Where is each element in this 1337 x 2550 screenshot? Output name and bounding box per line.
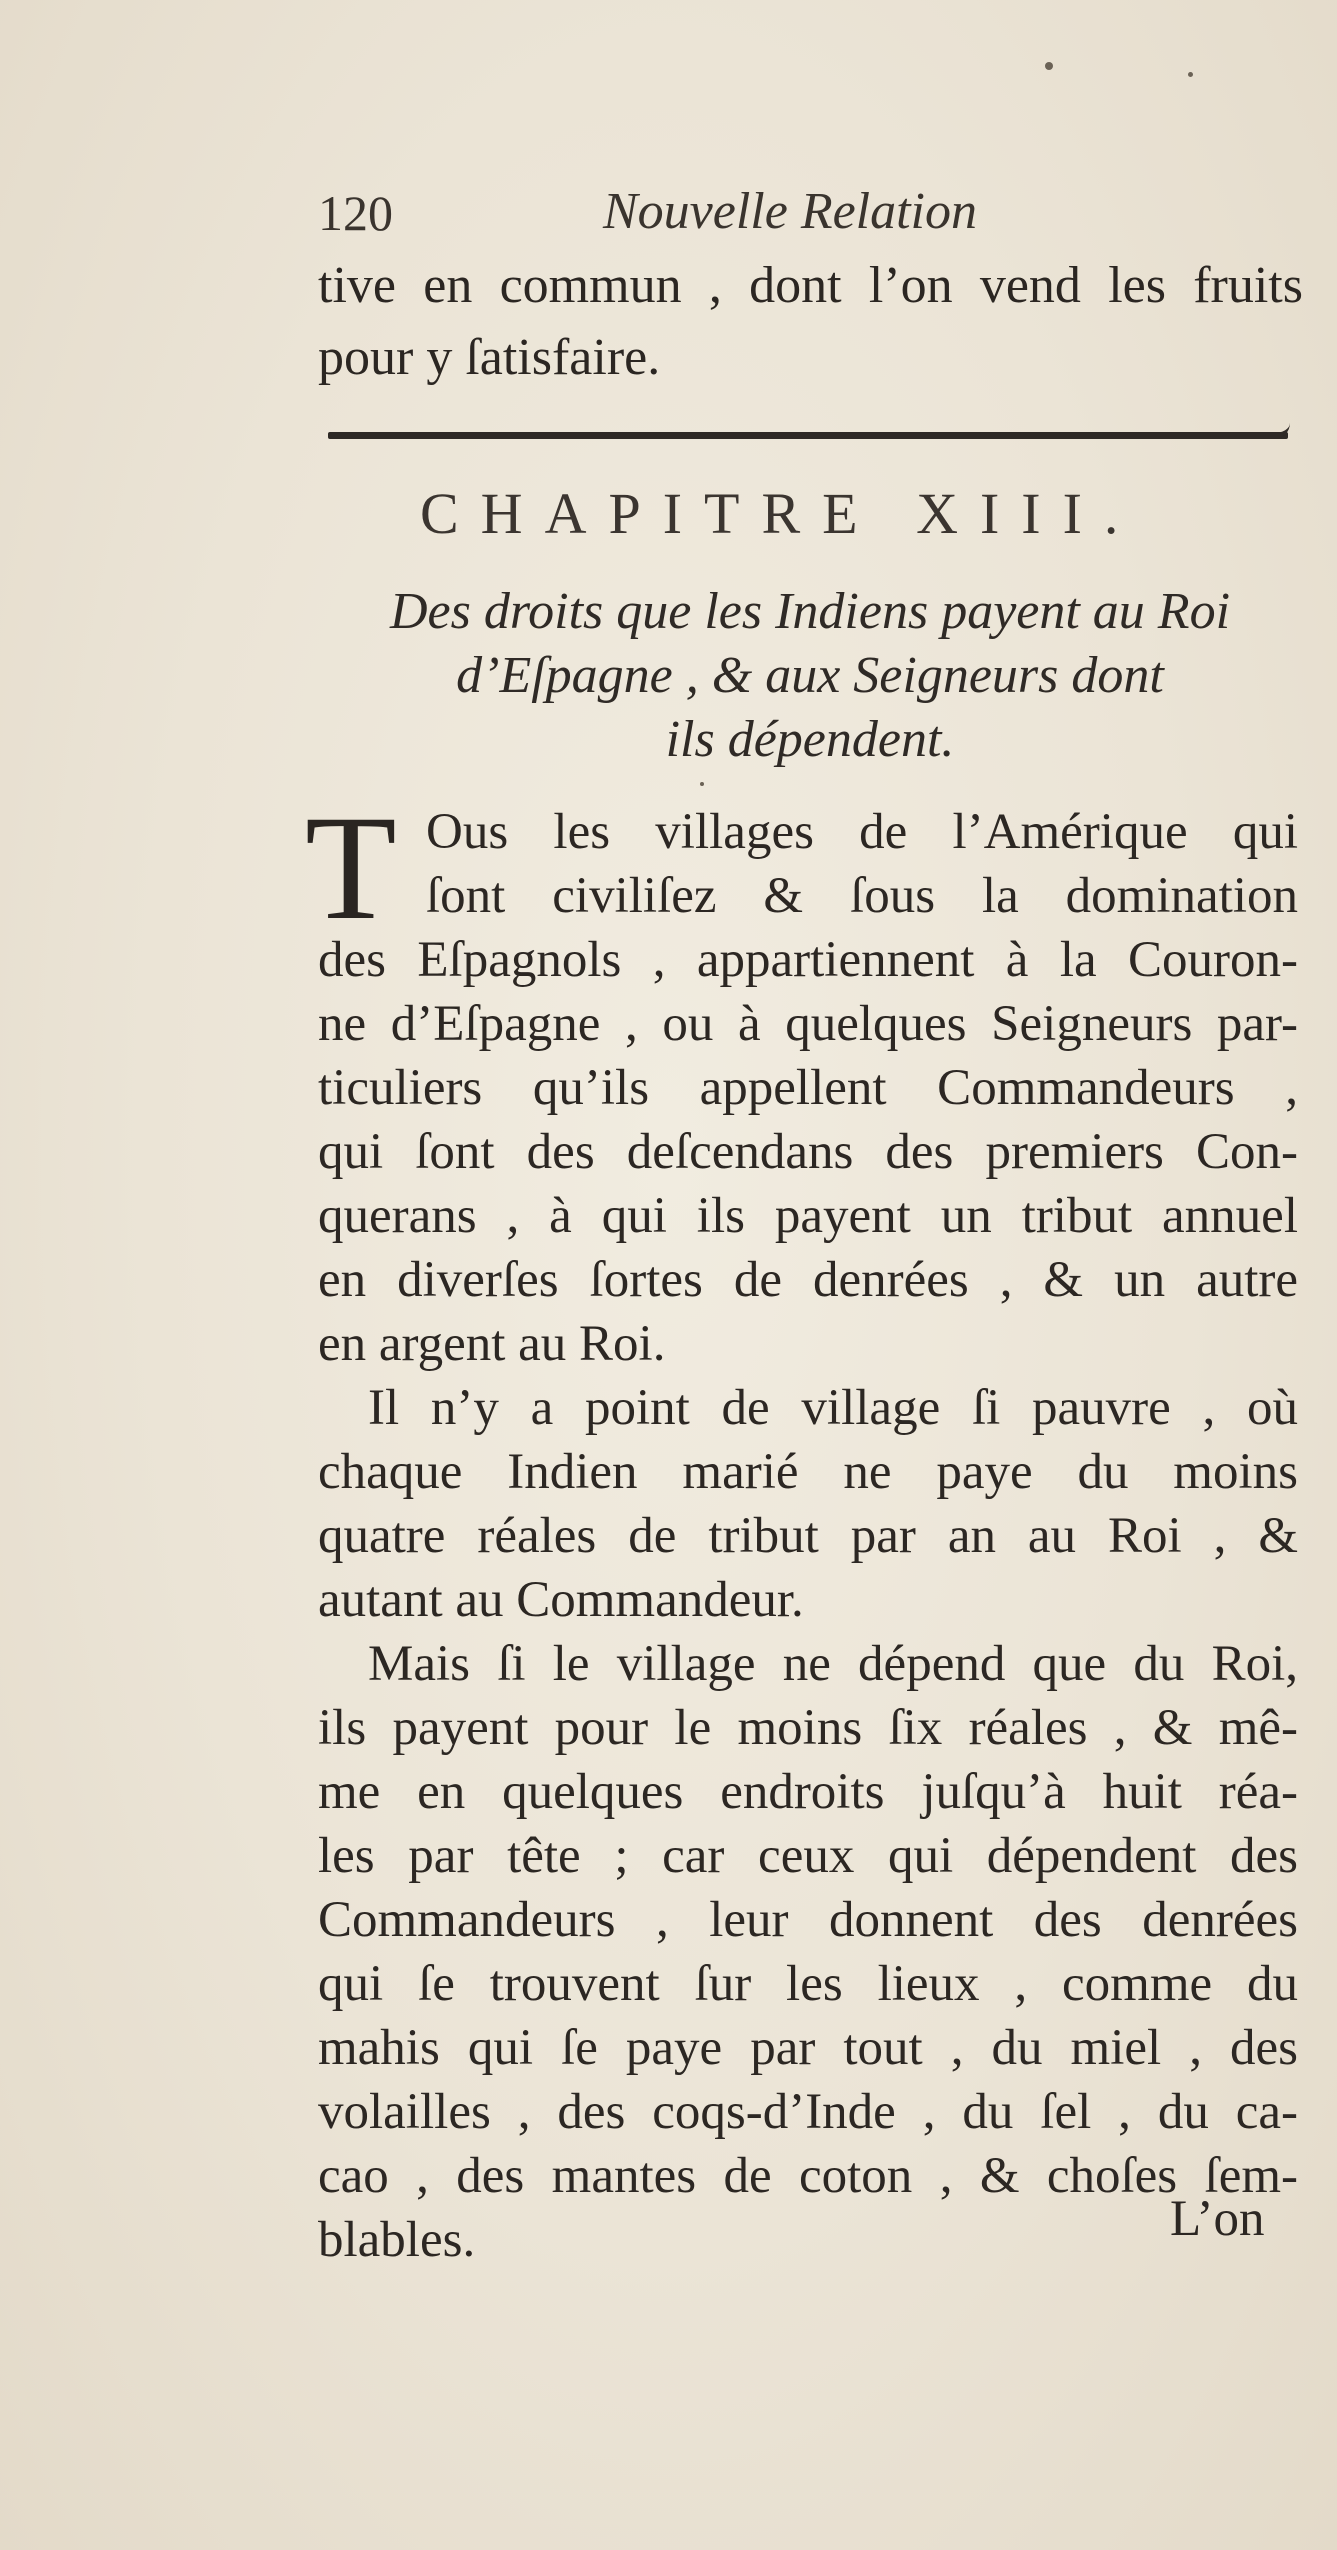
page-number: 120 bbox=[318, 185, 393, 241]
text-line: qui ſe trouvent ſur les lieux , comme du bbox=[318, 1956, 1298, 2012]
text-line: Il n’y a point de village ſi pauvre , où bbox=[368, 1380, 1298, 1436]
text-line: Commandeurs , leur donnent des denrées bbox=[318, 1892, 1298, 1948]
paper-speck bbox=[700, 782, 704, 786]
chapter-subtitle bbox=[330, 580, 1290, 772]
text-line: cao , des mantes de coton , & choſes ſem- bbox=[318, 2148, 1298, 2204]
text-line: en argent au Roi. bbox=[318, 1316, 666, 1372]
paper-speck bbox=[1188, 72, 1193, 77]
running-title: Nouvelle Relation bbox=[603, 183, 978, 240]
subtitle-line: Des droits que les Indiens payent au Roi bbox=[389, 583, 1231, 640]
text-line: ſont civiliſez & ſous la domination bbox=[426, 868, 1298, 924]
text-line: volailles , des coqs-d’Inde , du ſel , du ca- bbox=[318, 2084, 1298, 2140]
section-rule bbox=[328, 432, 1288, 439]
drop-cap: T bbox=[305, 785, 397, 951]
text-line: Ous les villages de l’Amérique qui bbox=[426, 804, 1298, 860]
text-line: mahis qui ſe paye par tout , du miel , des bbox=[318, 2020, 1298, 2076]
chapter-heading: CHAPITRE XIII. bbox=[420, 481, 1141, 546]
subtitle-line: d’Eſpagne , & aux Seigneurs dont bbox=[456, 647, 1164, 704]
text-line: ne d’Eſpagne , ou à quelques Seigneurs par- bbox=[318, 996, 1298, 1052]
text-line: me en quelques endroits juſqu’à huit réa- bbox=[318, 1764, 1298, 1820]
text-line: chaque Indien marié ne paye du moins bbox=[318, 1444, 1298, 1500]
subtitle-line: ils dépendent. bbox=[665, 711, 955, 768]
continued-text bbox=[318, 250, 1308, 394]
body-text bbox=[318, 800, 1298, 2272]
text-line: tive en commun , dont l’on vend les fruits bbox=[318, 257, 1303, 314]
text-line: querans , à qui ils payent un tribut annuel bbox=[318, 1188, 1298, 1244]
text-line: Mais ſi le village ne dépend que du Roi, bbox=[368, 1636, 1298, 1692]
catchword: L’on bbox=[1170, 2191, 1265, 2247]
text-line: autant au Commandeur. bbox=[318, 1572, 804, 1628]
text-line: ticuliers qu’ils appellent Commandeurs , bbox=[318, 1060, 1298, 1116]
text-line: des Eſpagnols , appartiennent à la Couron- bbox=[318, 932, 1298, 988]
text-line: pour y ſatisfaire. bbox=[318, 329, 661, 386]
text-line: les par tête ; car ceux qui dépendent des bbox=[318, 1828, 1298, 1884]
running-header bbox=[318, 182, 1038, 252]
text-line: blables. bbox=[318, 2212, 476, 2268]
paper-speck bbox=[1045, 62, 1053, 70]
text-line: en diverſes ſortes de denrées , & un autre bbox=[318, 1252, 1298, 1308]
text-line: qui ſont des deſcendans des premiers Con- bbox=[318, 1124, 1298, 1180]
text-line: quatre réales de tribut par an au Roi , & bbox=[318, 1508, 1298, 1564]
text-line: ils payent pour le moins ſix réales , & mê- bbox=[318, 1700, 1298, 1756]
